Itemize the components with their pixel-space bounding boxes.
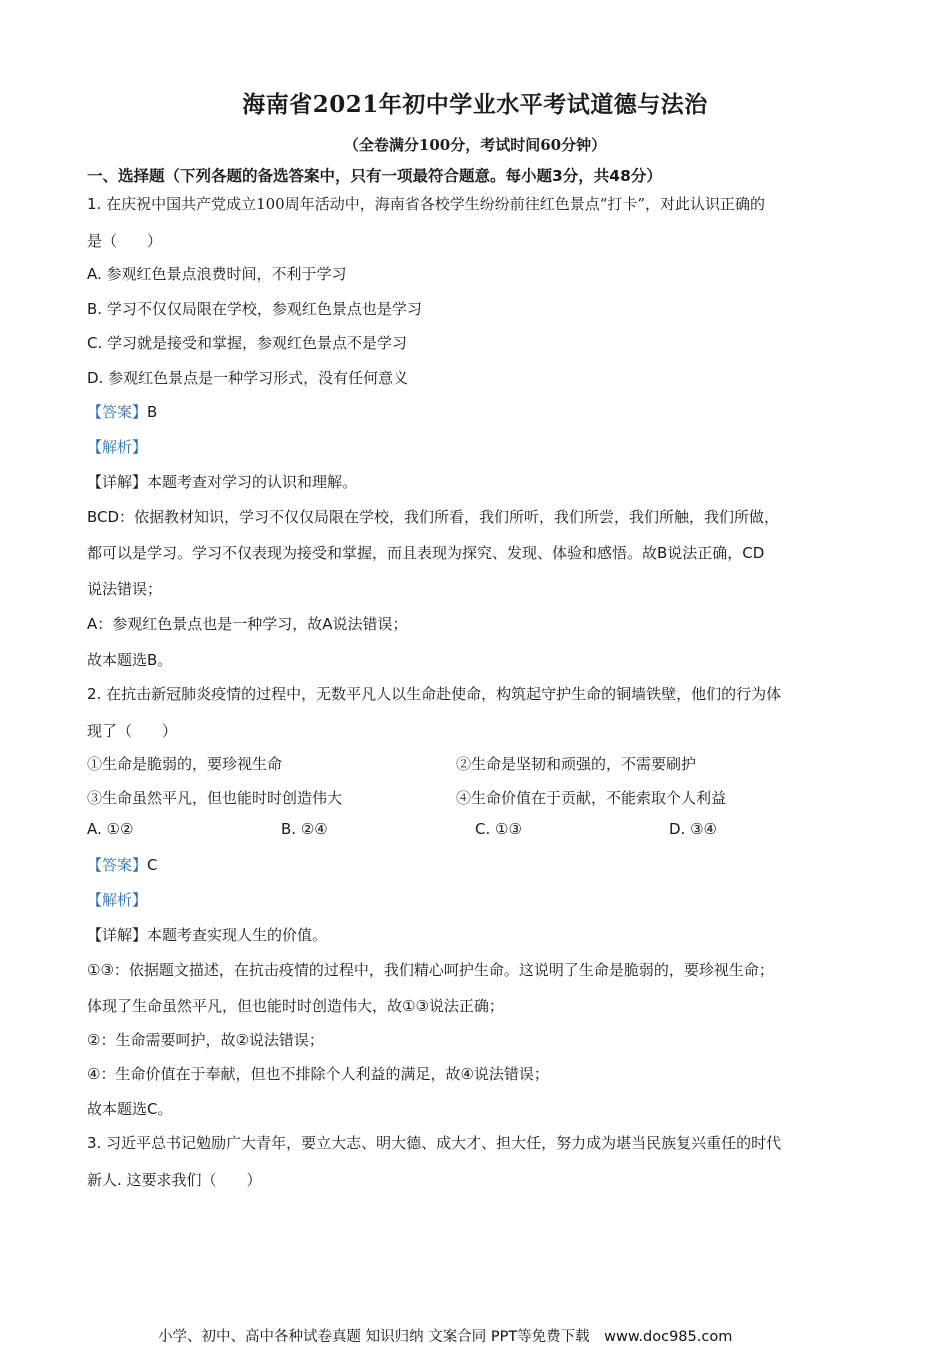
q2-option-a <box>87 820 133 838</box>
footer-watermark: 小学、初中、高中各种试卷真题 知识归纳 文案合同 PPT等免费下载 www.doc985.com <box>158 1329 733 1345</box>
option-text: ①③ <box>490 820 522 838</box>
q2-detail-line: 体现了生命虽然平凡，但也能时时创造伟大，故①③说法正确； <box>87 997 504 1015</box>
option-letter: D. <box>87 369 104 387</box>
option-text: ①② <box>101 820 134 838</box>
q2-detail-line: ②：生命需要呵护，故②说法错误； <box>87 1031 324 1049</box>
q2-detail-line: ①③：依据题文描述，在抗击疫情的过程中，我们精心呵护生命。这说明了生命是脆弱的，要珍视生命； <box>87 961 774 979</box>
page-subtitle: （全卷满分100分，考试时间60分钟） <box>343 136 607 154</box>
q1-detail-line: 故本题选B。 <box>87 651 173 669</box>
q1-option-d <box>87 367 408 388</box>
option-letter: A. <box>87 820 102 838</box>
q2-stem-line2: 现了（ ） <box>87 722 178 740</box>
option-letter: D. <box>669 820 686 838</box>
q2-option-d <box>669 820 717 838</box>
answer-value: B <box>147 403 158 421</box>
q3-number: 3. <box>87 1134 102 1152</box>
q2-answer <box>87 854 158 875</box>
q1-number: 1. <box>87 195 102 213</box>
q1-option-a <box>87 263 347 284</box>
option-text: 学习就是接受和掌握，参观红色景点不是学习 <box>102 334 408 352</box>
q3-stem-text: 习近平总书记勉励广大青年，要立大志、明大德、成大才、担大任，努力成为堪当民族复兴重任的时代 <box>101 1134 782 1152</box>
q2-stem-line1 <box>87 683 781 704</box>
q2-detail-line: 【详解】本题考查实现人生的价值。 <box>87 926 328 944</box>
q2-option-b <box>281 820 328 838</box>
q3-stem-line1 <box>87 1132 781 1153</box>
option-text: 参观红色景点浪费时间，不利于学习 <box>101 265 347 283</box>
q2-option-c <box>475 820 522 838</box>
q2-detail-line: 故本题选C。 <box>87 1100 173 1118</box>
q2-item-1: ①生命是脆弱的，要珍视生命 <box>87 755 283 773</box>
q2-item-4: ④生命价值在于贡献，不能索取个人利益 <box>456 789 727 807</box>
option-text: 参观红色景点是一种学习形式，没有任何意义 <box>103 369 409 387</box>
q2-analysis-label: 【解析】 <box>87 891 148 909</box>
q2-item-2: ②生命是坚韧和顽强的，不需要刷护 <box>456 755 697 773</box>
option-letter: B. <box>281 820 297 838</box>
q2-number: 2. <box>87 685 102 703</box>
option-letter: C. <box>475 820 491 838</box>
q1-option-c <box>87 332 407 353</box>
answer-label: 【答案】 <box>87 403 148 421</box>
option-letter: A. <box>87 265 102 283</box>
section-heading: 一、选择题（下列各题的备选答案中，只有一项最符合题意。每小题3分，共48分） <box>87 167 662 185</box>
q1-analysis-label: 【解析】 <box>87 438 148 456</box>
q1-stem-line2: 是（ ） <box>87 232 163 250</box>
q2-stem-text: 在抗击新冠肺炎疫情的过程中，无数平凡人以生命赴使命，构筑起守护生命的铜墙铁壁，他们的行为体 <box>101 685 782 703</box>
q1-detail-line: 说法错误； <box>87 580 163 598</box>
q2-item-3: ③生命虽然平凡，但也能时时创造伟大 <box>87 789 343 807</box>
answer-value: C <box>147 856 158 874</box>
option-text: ③④ <box>685 820 717 838</box>
q1-stem-text: 在庆祝中国共产党成立100周年活动中，海南省各校学生纷纷前往红色景点“打卡”，对此认识正确的 <box>101 195 766 213</box>
option-letter: C. <box>87 334 103 352</box>
q1-detail-line: A：参观红色景点也是一种学习，故A说法错误； <box>87 615 408 633</box>
q1-answer <box>87 401 157 422</box>
q1-option-b <box>87 298 422 319</box>
q1-stem-line1 <box>87 193 765 214</box>
q2-detail-line: ④：生命价值在于奉献，但也不排除个人利益的满足，故④说法错误； <box>87 1065 549 1083</box>
answer-label: 【答案】 <box>87 856 148 874</box>
option-letter: B. <box>87 300 103 318</box>
page-title: 海南省2021年初中学业水平考试道德与法治 <box>242 91 708 118</box>
q3-stem-line2: 新人. 这要求我们（ ） <box>87 1171 262 1189</box>
option-text: ②④ <box>296 820 328 838</box>
q1-detail-line: 都可以是学习。学习不仅表现为接受和掌握，而且表现为探究、发现、体验和感悟。故B说法正确，CD <box>87 544 765 562</box>
q1-detail-line: 【详解】本题考查对学习的认识和理解。 <box>87 473 358 491</box>
q1-detail-line: BCD：依据教材知识，学习不仅仅局限在学校，我们所看，我们所听，我们所尝，我们所触，我们所做， <box>87 508 780 526</box>
option-text: 学习不仅仅局限在学校，参观红色景点也是学习 <box>102 300 422 318</box>
